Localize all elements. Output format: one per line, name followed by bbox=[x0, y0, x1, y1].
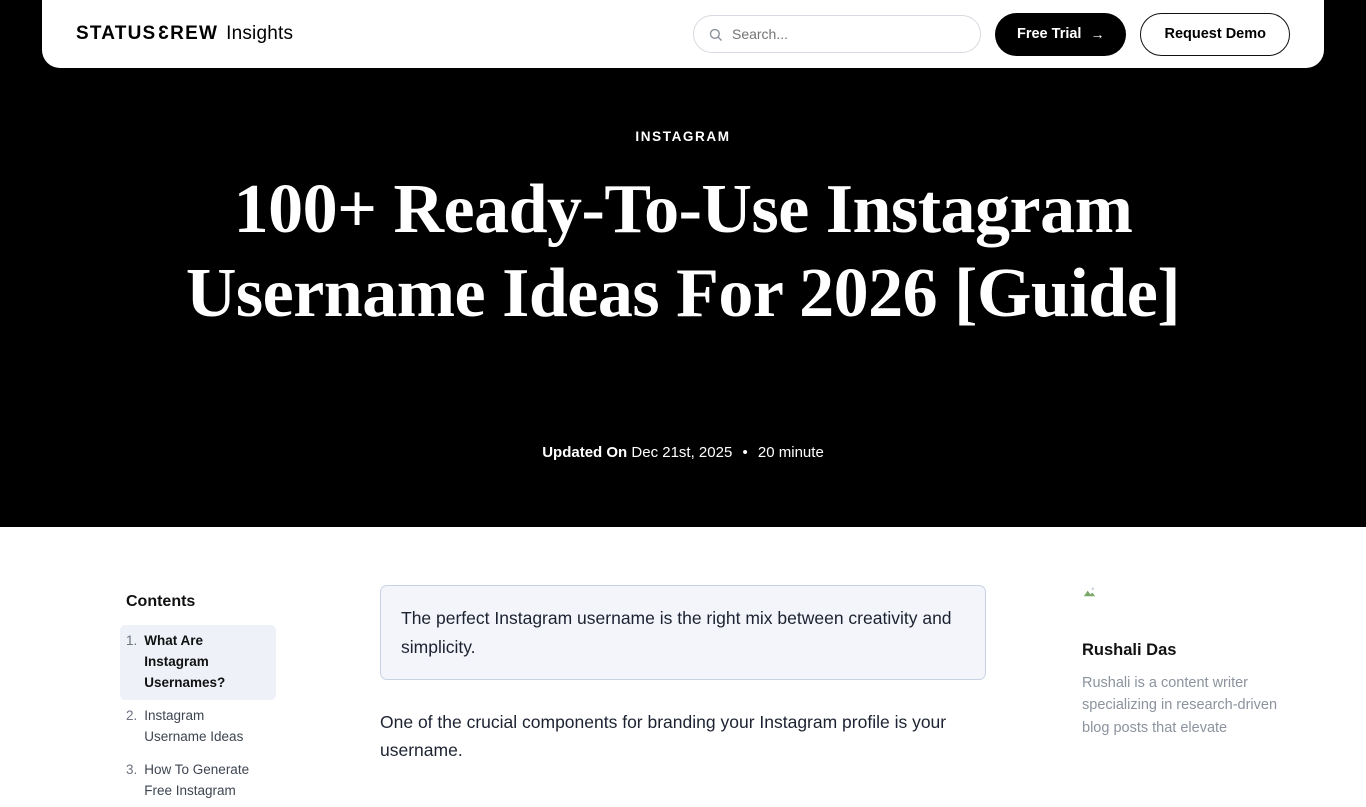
publish-date: Dec 21st, 2025 bbox=[631, 444, 733, 461]
brand-text-right: REW bbox=[170, 23, 219, 44]
brand-glyph-icon: 3 bbox=[157, 23, 170, 44]
content-area bbox=[0, 527, 1366, 798]
article-category: INSTAGRAM bbox=[635, 129, 731, 144]
toc-item-1[interactable] bbox=[120, 625, 276, 700]
author-bio: Rushali is a content writer specializing in research-driven blog posts that elevate bbox=[1082, 675, 1278, 736]
brand-mark bbox=[76, 23, 218, 45]
author-card bbox=[1082, 585, 1282, 739]
free-trial-button[interactable] bbox=[995, 13, 1126, 56]
article-meta bbox=[0, 444, 1366, 461]
updated-on-label: Updated On bbox=[542, 444, 628, 461]
arrow-right-icon: → bbox=[1090, 26, 1105, 42]
request-demo-label: Request Demo bbox=[1164, 26, 1266, 42]
search-box[interactable] bbox=[693, 15, 981, 53]
brand-text-left: STATUS bbox=[76, 23, 157, 44]
free-trial-label: Free Trial bbox=[1016, 26, 1082, 42]
brand-logo[interactable] bbox=[76, 23, 293, 45]
toc-item-number: 1. bbox=[126, 633, 138, 648]
meta-separator: • bbox=[742, 444, 748, 461]
toc-item-label: How To Generate Free Instagram bbox=[144, 761, 250, 798]
read-time: 20 minute bbox=[757, 444, 824, 461]
request-demo-button[interactable] bbox=[1140, 13, 1290, 56]
toc-item-number: 3. bbox=[126, 761, 138, 777]
toc-item-2[interactable] bbox=[126, 700, 276, 754]
article-body bbox=[380, 585, 986, 765]
navbar-actions bbox=[693, 13, 1290, 56]
toc-item-number: 2. bbox=[126, 707, 138, 723]
search-icon bbox=[708, 27, 723, 42]
toc-item-3[interactable] bbox=[126, 754, 276, 807]
highlight-callout: The perfect Instagram username is the right mix between creativity and simplicity. bbox=[380, 585, 986, 680]
toc-item-label: Instagram Username Ideas bbox=[144, 707, 244, 744]
page-title: 100+ Ready-To-Use Instagram Username Ideas For 2026 [Guide] bbox=[185, 171, 1181, 332]
toc-item-label: What Are Instagram Usernames? bbox=[144, 633, 226, 690]
table-of-contents bbox=[126, 593, 276, 807]
search-input[interactable] bbox=[732, 26, 962, 42]
broken-image-icon bbox=[1082, 585, 1097, 599]
brand-subtitle: Insights bbox=[226, 23, 294, 44]
article-paragraph: One of the crucial components for branding your Instagram profile is your username. bbox=[380, 712, 947, 761]
toc-heading: Contents bbox=[126, 593, 196, 610]
top-navbar bbox=[42, 0, 1324, 68]
author-name: Rushali Das bbox=[1082, 641, 1177, 659]
